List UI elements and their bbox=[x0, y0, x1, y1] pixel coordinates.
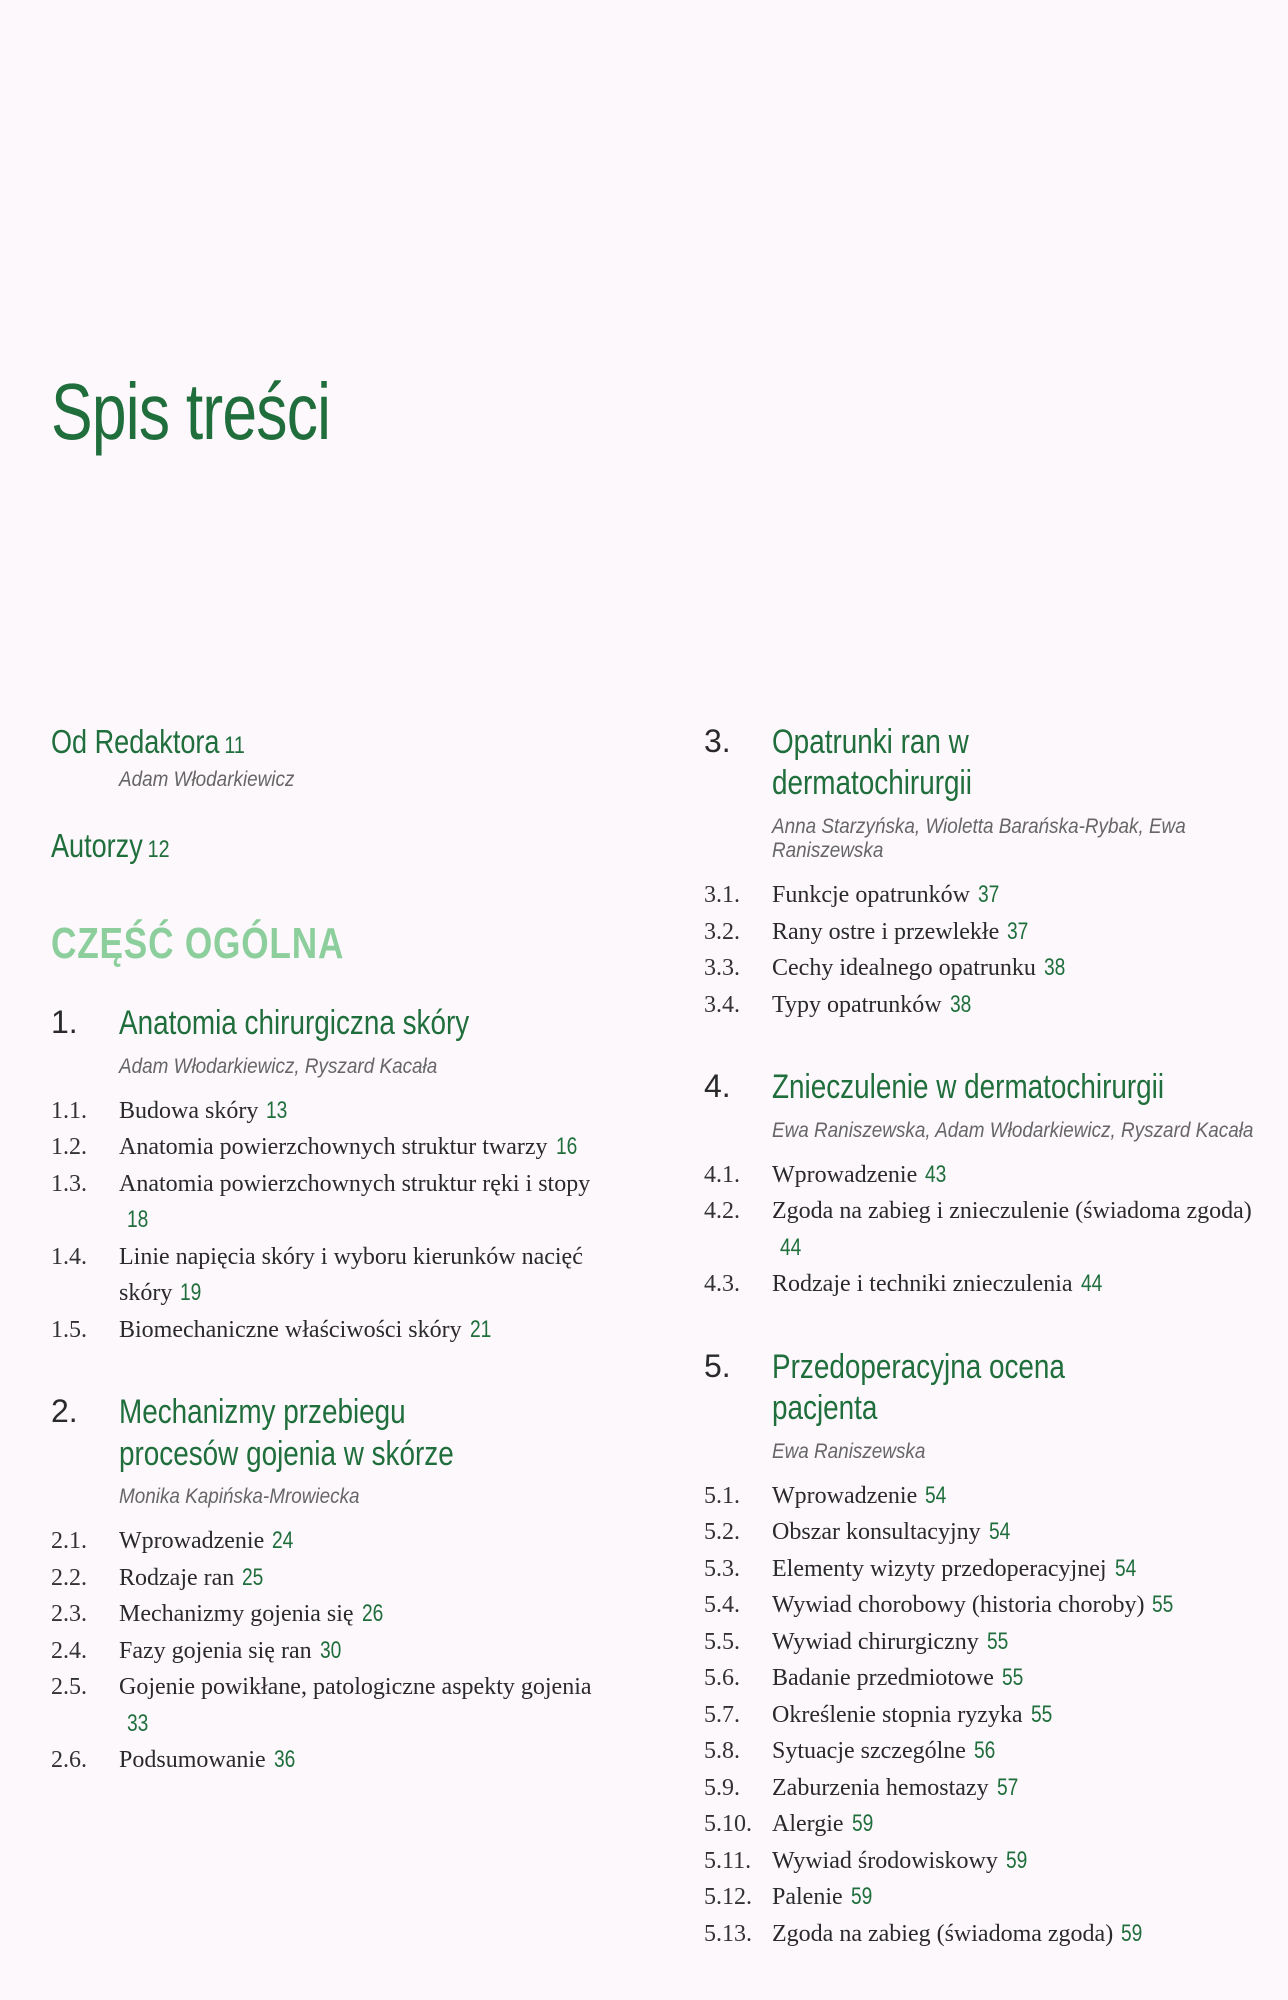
page-number: 54 bbox=[988, 1518, 1010, 1546]
section-title: Badanie przedmiotowe 55 bbox=[772, 1660, 1264, 1697]
chapter-title: Znieczulenie w dermatochirurgii bbox=[772, 1068, 1165, 1107]
toc-entry[interactable] bbox=[51, 1596, 611, 1633]
section-title: Określenie stopnia ryzyka 55 bbox=[772, 1697, 1264, 1734]
section-number: 3.4. bbox=[704, 991, 740, 1018]
toc-entry[interactable] bbox=[704, 877, 1264, 914]
page-number: 54 bbox=[1114, 1554, 1136, 1582]
page-number: 21 bbox=[469, 1315, 491, 1343]
section-title: Fazy gojenia się ran 30 bbox=[119, 1633, 611, 1670]
toc-entry[interactable] bbox=[704, 1697, 1264, 1734]
section-number: 2.6. bbox=[51, 1747, 87, 1774]
chapter-number: 2. bbox=[51, 1393, 78, 1430]
page-number: 18 bbox=[127, 1206, 149, 1234]
section-number: 3.2. bbox=[704, 918, 740, 945]
toc-entry[interactable] bbox=[51, 1093, 611, 1130]
toc-entry[interactable] bbox=[704, 1660, 1264, 1697]
toc-entry[interactable] bbox=[704, 1587, 1264, 1624]
chapter-5 bbox=[704, 1347, 1264, 1953]
section-number: 5.13. bbox=[704, 1920, 752, 1947]
front-matter-title[interactable] bbox=[51, 722, 510, 762]
section-title: Wprowadzenie 54 bbox=[772, 1478, 1264, 1515]
section-title: Cechy idealnego opatrunku 38 bbox=[772, 950, 1264, 987]
chapter-heading[interactable] bbox=[704, 722, 1264, 805]
toc-entry[interactable] bbox=[51, 1312, 611, 1349]
front-matter-title[interactable] bbox=[51, 826, 510, 866]
chapter-authors: Anna Starzyńska, Wioletta Barańska-Rybak, Ewa Raniszewska bbox=[772, 814, 1186, 863]
toc-entry[interactable] bbox=[51, 1129, 611, 1166]
toc-entry[interactable] bbox=[704, 1879, 1264, 1916]
section-title: Wywiad chirurgiczny 55 bbox=[772, 1624, 1264, 1661]
section-number: 3.3. bbox=[704, 955, 740, 982]
section-number: 4.3. bbox=[704, 1271, 740, 1298]
section-number: 5.9. bbox=[704, 1774, 740, 1801]
section-number: 5.6. bbox=[704, 1665, 740, 1692]
section-title: Rodzaje i techniki znieczulenia 44 bbox=[772, 1266, 1264, 1303]
section-number: 2.1. bbox=[51, 1528, 87, 1555]
section-number: 5.2. bbox=[704, 1519, 740, 1546]
toc-entry[interactable] bbox=[704, 1624, 1264, 1661]
section-title: Funkcje opatrunków 37 bbox=[772, 877, 1264, 914]
toc-entry[interactable] bbox=[704, 1157, 1264, 1194]
toc-entry[interactable] bbox=[51, 1669, 611, 1742]
page-number: 43 bbox=[925, 1160, 947, 1188]
toc-entry[interactable] bbox=[704, 1193, 1264, 1266]
toc-entry[interactable] bbox=[704, 1916, 1264, 1953]
page-number: 59 bbox=[851, 1810, 873, 1838]
chapter-heading[interactable] bbox=[704, 1347, 1264, 1430]
right-chapters bbox=[704, 722, 1264, 1952]
chapter-number: 1. bbox=[51, 1004, 78, 1041]
chapter-authors: Adam Włodarkiewicz, Ryszard Kacała bbox=[119, 1054, 438, 1078]
toc-entry[interactable] bbox=[51, 1742, 611, 1779]
section-title: Rodzaje ran 25 bbox=[119, 1560, 611, 1597]
toc-entry[interactable] bbox=[704, 1843, 1264, 1880]
page-number: 25 bbox=[242, 1563, 264, 1591]
section-title: Budowa skóry 13 bbox=[119, 1093, 611, 1130]
page-title: Spis treści bbox=[51, 367, 331, 456]
toc-entry[interactable] bbox=[704, 914, 1264, 951]
chapter-4 bbox=[704, 1067, 1264, 1303]
page-number: 55 bbox=[1030, 1700, 1052, 1728]
toc-left-column bbox=[51, 722, 611, 1823]
toc-entry[interactable] bbox=[51, 1633, 611, 1670]
chapter-3 bbox=[704, 722, 1264, 1023]
toc-entry[interactable] bbox=[704, 1478, 1264, 1515]
page-number: 55 bbox=[1001, 1664, 1024, 1692]
page-number: 13 bbox=[266, 1096, 288, 1124]
chapter-number: 3. bbox=[704, 723, 731, 759]
chapter-1 bbox=[51, 1003, 611, 1348]
section-title: Zgoda na zabieg (świadoma zgoda) 59 bbox=[772, 1916, 1264, 1953]
chapter-heading[interactable] bbox=[51, 1003, 611, 1044]
toc-right-column bbox=[704, 722, 1264, 1996]
section-number: 5.7. bbox=[704, 1701, 740, 1728]
page-number: 57 bbox=[996, 1773, 1018, 1801]
page-number: 24 bbox=[272, 1527, 294, 1555]
section-title: Zgoda na zabieg i znieczulenie (świadoma zgoda)44 bbox=[772, 1193, 1264, 1266]
toc-entry[interactable] bbox=[704, 1266, 1264, 1303]
page-number: 59 bbox=[1121, 1919, 1143, 1947]
page-number: 19 bbox=[180, 1279, 202, 1307]
section-number: 5.11. bbox=[704, 1847, 752, 1874]
front-matter-editor bbox=[51, 722, 611, 792]
page-number: 30 bbox=[319, 1636, 341, 1664]
section-title: Obszar konsultacyjny 54 bbox=[772, 1514, 1264, 1551]
section-title: Podsumowanie 36 bbox=[119, 1742, 611, 1779]
toc-entry[interactable] bbox=[704, 1514, 1264, 1551]
page-number: 11 bbox=[224, 732, 245, 759]
chapter-title: Przedoperacyjna ocena pacjenta bbox=[772, 1347, 1065, 1428]
page-number: 37 bbox=[1007, 917, 1029, 945]
page-number: 59 bbox=[850, 1883, 873, 1911]
page-number: 36 bbox=[273, 1746, 296, 1774]
toc-entry[interactable] bbox=[51, 1239, 611, 1312]
front-matter-label: Od Redaktora bbox=[51, 723, 220, 760]
section-number: 5.3. bbox=[704, 1555, 740, 1582]
page-number: 55 bbox=[1152, 1591, 1174, 1619]
section-title: Alergie 59 bbox=[772, 1806, 1264, 1843]
toc-entry[interactable] bbox=[704, 1551, 1264, 1588]
page-number: 16 bbox=[555, 1133, 577, 1161]
chapter-heading[interactable] bbox=[51, 1392, 611, 1475]
section-title: Anatomia powierzchownych struktur twarzy 16 bbox=[119, 1129, 611, 1166]
section-number: 1.3. bbox=[51, 1170, 87, 1197]
section-number: 2.4. bbox=[51, 1637, 87, 1664]
section-number: 1.5. bbox=[51, 1316, 87, 1343]
chapter-authors: Ewa Raniszewska, Adam Włodarkiewicz, Ryszard Kacała bbox=[772, 1118, 1254, 1142]
page-number: 38 bbox=[949, 990, 972, 1018]
page-number: 33 bbox=[127, 1709, 149, 1737]
section-number: 2.5. bbox=[51, 1674, 87, 1701]
chapter-authors: Ewa Raniszewska bbox=[772, 1439, 926, 1463]
page-number: 38 bbox=[1043, 954, 1066, 982]
section-title: Sytuacje szczególne 56 bbox=[772, 1733, 1264, 1770]
page-number: 59 bbox=[1005, 1846, 1028, 1874]
section-number: 5.4. bbox=[704, 1592, 740, 1619]
toc-entry[interactable] bbox=[704, 950, 1264, 987]
section-title: Wprowadzenie 43 bbox=[772, 1157, 1264, 1194]
section-number: 1.1. bbox=[51, 1097, 87, 1124]
front-matter-author: Adam Włodarkiewicz bbox=[119, 767, 295, 791]
toc-entry[interactable] bbox=[704, 1733, 1264, 1770]
part-heading: CZĘŚĆ OGÓLNA bbox=[51, 919, 345, 969]
front-matter-authors bbox=[51, 826, 611, 866]
section-title: Mechanizmy gojenia się 26 bbox=[119, 1596, 611, 1633]
section-title: Palenie 59 bbox=[772, 1879, 1264, 1916]
section-number: 5.1. bbox=[704, 1482, 740, 1509]
section-number: 1.2. bbox=[51, 1134, 87, 1161]
page-number: 26 bbox=[361, 1600, 383, 1628]
section-title: Zaburzenia hemostazy 57 bbox=[772, 1770, 1264, 1807]
page-number: 56 bbox=[973, 1737, 996, 1765]
chapter-2 bbox=[51, 1392, 611, 1779]
page-number: 55 bbox=[986, 1627, 1009, 1655]
toc-entry[interactable] bbox=[704, 1770, 1264, 1807]
chapter-number: 5. bbox=[704, 1347, 731, 1384]
section-number: 4.2. bbox=[704, 1198, 740, 1225]
toc-entry[interactable] bbox=[51, 1523, 611, 1560]
section-number: 5.8. bbox=[704, 1738, 740, 1765]
section-number: 2.2. bbox=[51, 1564, 87, 1591]
front-matter-label: Autorzy bbox=[51, 826, 143, 864]
toc-entry[interactable] bbox=[704, 1806, 1264, 1843]
section-title: Linie napięcia skóry i wyboru kierunków nacięć skóry 19 bbox=[119, 1239, 611, 1312]
section-number: 5.5. bbox=[704, 1628, 740, 1655]
section-number: 2.3. bbox=[51, 1601, 87, 1628]
chapter-authors: Monika Kapińska-Mrowiecka bbox=[119, 1485, 360, 1509]
page-number: 12 bbox=[147, 835, 170, 863]
chapter-title: Anatomia chirurgiczna skóry bbox=[119, 1004, 470, 1043]
section-title: Elementy wizyty przedoperacyjnej 54 bbox=[772, 1551, 1264, 1588]
toc-entry[interactable] bbox=[704, 987, 1264, 1024]
chapter-title: Opatrunki ran w dermatochirurgii bbox=[772, 723, 972, 803]
section-title: Rany ostre i przewlekłe 37 bbox=[772, 914, 1264, 951]
page-number: 37 bbox=[977, 881, 1000, 909]
chapter-title: Mechanizmy przebiegu procesów gojenia w skórze bbox=[119, 1393, 454, 1473]
section-number: 5.10. bbox=[704, 1811, 752, 1838]
page-number: 54 bbox=[925, 1481, 947, 1509]
section-title: Wywiad chorobowy (historia choroby) 55 bbox=[772, 1587, 1264, 1624]
toc-entry[interactable] bbox=[51, 1166, 611, 1239]
left-chapters bbox=[51, 1003, 611, 1779]
section-title: Gojenie powikłane, patologiczne aspekty gojenia33 bbox=[119, 1669, 611, 1742]
section-title: Wprowadzenie 24 bbox=[119, 1523, 611, 1560]
section-title: Anatomia powierzchownych struktur ręki i stopy18 bbox=[119, 1166, 611, 1239]
section-title: Biomechaniczne właściwości skóry 21 bbox=[119, 1312, 611, 1349]
page-number: 44 bbox=[1080, 1270, 1102, 1298]
section-number: 5.12. bbox=[704, 1884, 752, 1911]
section-title: Wywiad środowiskowy 59 bbox=[772, 1843, 1264, 1880]
toc-entry[interactable] bbox=[51, 1560, 611, 1597]
chapter-heading[interactable] bbox=[704, 1067, 1264, 1108]
section-number: 4.1. bbox=[704, 1161, 740, 1188]
section-title: Typy opatrunków 38 bbox=[772, 987, 1264, 1024]
chapter-number: 4. bbox=[704, 1068, 731, 1105]
section-number: 1.4. bbox=[51, 1243, 87, 1270]
page-number: 44 bbox=[780, 1233, 802, 1261]
section-number: 3.1. bbox=[704, 882, 740, 909]
